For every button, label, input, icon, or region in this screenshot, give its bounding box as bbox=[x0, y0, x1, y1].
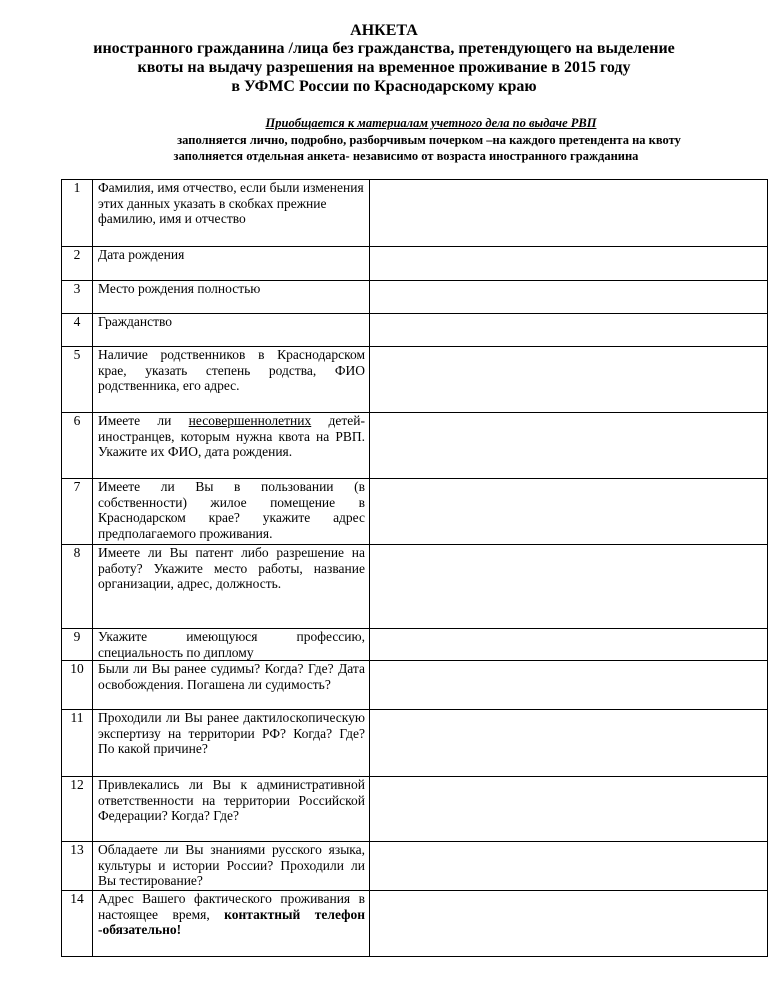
question-cell: Гражданство bbox=[93, 314, 370, 347]
answer-field[interactable] bbox=[370, 777, 768, 842]
answer-field[interactable] bbox=[370, 479, 768, 545]
form-subtitle-line-3: в УФМС России по Краснодарскому краю bbox=[231, 78, 537, 95]
table-row bbox=[62, 347, 768, 413]
answer-field[interactable] bbox=[370, 545, 768, 629]
table-row bbox=[62, 281, 768, 314]
question-cell: Укажите имеющуюся профессию, специальность по диплому bbox=[93, 629, 370, 661]
table-row bbox=[62, 661, 768, 710]
table-row bbox=[62, 413, 768, 479]
question-cell: Были ли Вы ранее судимы? Когда? Где? Дата освобождения. Погашена ли судимость? bbox=[93, 661, 370, 710]
row-number: 3 bbox=[62, 281, 93, 314]
question-cell: Привлекались ли Вы к административной ответственности на территории Российской Федерации? Когда? Где? bbox=[93, 777, 370, 842]
table-row bbox=[62, 842, 768, 891]
answer-field[interactable] bbox=[370, 180, 768, 247]
attach-note: Приобщается к материалам учетного дела по выдаче РВП bbox=[265, 116, 597, 130]
table-row bbox=[62, 777, 768, 842]
question-cell: Имеете ли Вы патент либо разрешение на работу? Укажите место работы, название организации, адрес, должность. bbox=[93, 545, 370, 629]
answer-field[interactable] bbox=[370, 891, 768, 957]
table-row bbox=[62, 247, 768, 281]
question-cell: Проходили ли Вы ранее дактилоскопическую экспертизу на территории РФ? Когда? Где? По какой причине? bbox=[93, 710, 370, 777]
answer-field[interactable] bbox=[370, 314, 768, 347]
table-row bbox=[62, 314, 768, 347]
answer-field[interactable] bbox=[370, 629, 768, 661]
form-subtitle-line-2: квоты на выдачу разрешения на временное проживание в 2015 году bbox=[137, 59, 631, 76]
form-title: АНКЕТА bbox=[350, 22, 418, 39]
row-number: 13 bbox=[62, 842, 93, 891]
answer-field[interactable] bbox=[370, 247, 768, 281]
question-cell: Место рождения полностью bbox=[93, 281, 370, 314]
form-subtitle-line-1: иностранного гражданина /лица без гражданства, претендующего на выделение bbox=[93, 40, 675, 57]
table-row bbox=[62, 891, 768, 957]
separate-form-note: заполняется отдельная анкета- независимо от возраста иностранного гражданина bbox=[173, 149, 639, 163]
answer-field[interactable] bbox=[370, 710, 768, 777]
table-row bbox=[62, 479, 768, 545]
question-text: детей-иностранцев, которым нужна квота на РВП. Укажите их ФИО, дата рождения. bbox=[98, 413, 365, 459]
row-number: 4 bbox=[62, 314, 93, 347]
question-text: Имеете ли bbox=[98, 413, 189, 428]
row-number: 10 bbox=[62, 661, 93, 710]
row-number: 5 bbox=[62, 347, 93, 413]
table-row bbox=[62, 710, 768, 777]
table-row bbox=[62, 180, 768, 247]
question-cell bbox=[93, 891, 370, 957]
row-number: 2 bbox=[62, 247, 93, 281]
row-number: 11 bbox=[62, 710, 93, 777]
answer-field[interactable] bbox=[370, 281, 768, 314]
row-number: 6 bbox=[62, 413, 93, 479]
questionnaire-table bbox=[61, 179, 768, 957]
question-cell: Дата рождения bbox=[93, 247, 370, 281]
row-number: 1 bbox=[62, 180, 93, 247]
question-underlined-text: несовершеннолетних bbox=[188, 413, 312, 428]
answer-field[interactable] bbox=[370, 842, 768, 891]
answer-field[interactable] bbox=[370, 413, 768, 479]
question-cell: Фамилия, имя отчество, если были изменения этих данных указать в скобках прежние фамилию, имя и отчество bbox=[93, 180, 370, 247]
table-row bbox=[62, 629, 768, 661]
question-cell bbox=[93, 413, 370, 479]
question-cell: Наличие родственников в Краснодарском крае, указать степень родства, ФИО родственника, его адрес. bbox=[93, 347, 370, 413]
row-number: 9 bbox=[62, 629, 93, 661]
answer-field[interactable] bbox=[370, 347, 768, 413]
question-text: Адрес Вашего фактического проживания в настоящее время, bbox=[98, 891, 365, 922]
row-number: 12 bbox=[62, 777, 93, 842]
row-number: 14 bbox=[62, 891, 93, 957]
answer-field[interactable] bbox=[370, 661, 768, 710]
row-number: 7 bbox=[62, 479, 93, 545]
table-row bbox=[62, 545, 768, 629]
row-number: 8 bbox=[62, 545, 93, 629]
question-cell: Обладаете ли Вы знаниями русского языка, культуры и истории России? Проходили ли Вы тестирование? bbox=[93, 842, 370, 891]
fill-personally-note: заполняется лично, подробно, разборчивым почерком –на каждого претендента на квоту bbox=[177, 133, 681, 147]
question-bold-text: контактный телефон -обязательно! bbox=[98, 906, 366, 937]
question-cell: Имеете ли Вы в пользовании (в собственности) жилое помещение в Краснодарском крае? укажите адрес предполагаемого проживания. bbox=[93, 479, 370, 545]
